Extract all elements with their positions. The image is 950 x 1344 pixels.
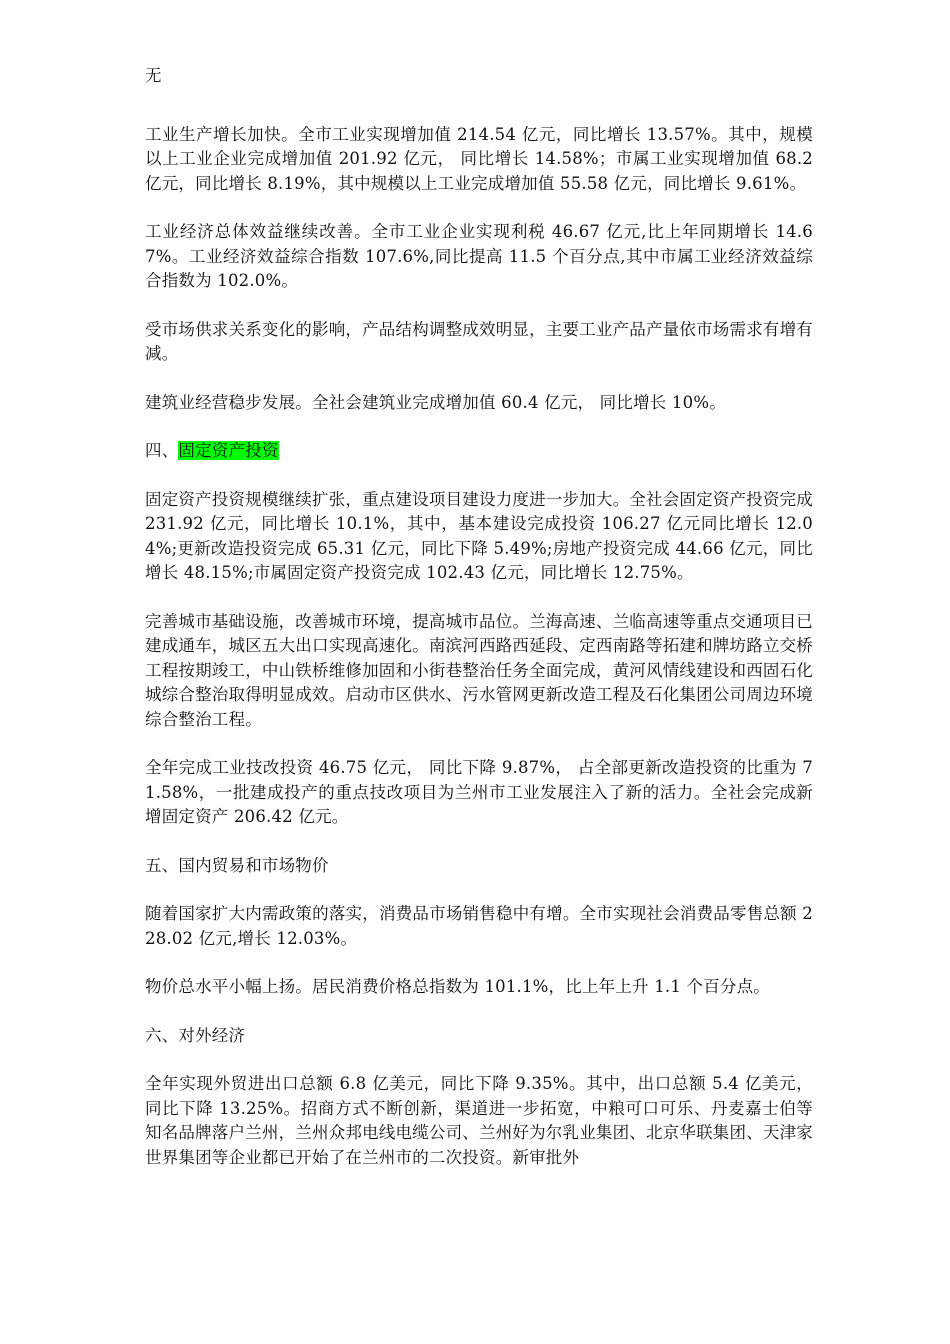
paragraph-tech-upgrade-investment: 全年完成工业技改投资 46.75 亿元， 同比下降 9.87%， 占全部更新改造投资的比重为 71.58%，一批建成投产的重点技改项目为兰州市工业发展注入了新的活力。全社会完成新增固定资产 206.42 亿元。 bbox=[145, 758, 813, 826]
paragraph-industrial-growth: 工业生产增长加快。全市工业实现增加值 214.54 亿元，同比增长 13.57%。其中，规模以上工业企业完成增加值 201.92 亿元， 同比增长 14.58%；市属工业实现增加值 68.2 亿元，同比增长 8.19%，其中规模以上工业完成增加值 55.58 亿元，同比增长 9.61%。 bbox=[145, 124, 813, 193]
page-header: 无 bbox=[145, 66, 162, 85]
paragraph-foreign-trade: 全年实现外贸进出口总额 6.8 亿美元，同比下降 9.35%。其中，出口总额 5.4 亿美元，同比下降 13.25%。招商方式不断创新，渠道进一步拓宽，中粮可口可乐、丹麦嘉士伯等知名品牌落户兰州，兰州众邦电线电缆公司、兰州好为尔乳业集团、北京华联集团、天津家世界集团等企业都已开始了在兰州市的二次投资。新审批外 bbox=[145, 1074, 813, 1167]
paragraph-construction: 建筑业经营稳步发展。全社会建筑业完成增加值 60.4 亿元， 同比增长 10%。 bbox=[145, 392, 726, 412]
section-heading-domestic-trade: 五、国内贸易和市场物价 bbox=[145, 855, 329, 875]
document-page bbox=[145, 64, 813, 1194]
paragraph-product-structure: 受市场供求关系变化的影响，产品结构调整成效明显，主要工业产品产量依市场需求有增有减。 bbox=[145, 319, 813, 363]
paragraph-fixed-asset-investment: 固定资产投资规模继续扩张，重点建设项目建设力度进一步加大。全社会固定资产投资完成 231.92 亿元，同比增长 10.1%，其中，基本建设完成投资 106.27 亿元同比增长 12.04%;更新改造投资完成 65.31 亿元，同比下降 5.49%;房地产投资完成 44.66 亿元，同比增长 48.15%;市属固定资产投资完成 102.43 亿元，同比增长 12.75%。 bbox=[145, 489, 813, 582]
section-heading-external-economy: 六、对外经济 bbox=[145, 1025, 246, 1045]
section-heading-fixed-assets bbox=[145, 439, 813, 464]
paragraph-urban-infrastructure: 完善城市基础设施，改善城市环境，提高城市品位。兰海高速、兰临高速等重点交通项目已建成通车，城区五大出口实现高速化。南滨河西路西延段、定西南路等拓建和牌坊路立交桥工程按期竣工，中山铁桥维修加固和小街巷整治任务全面完成，黄河风情线建设和西固石化城综合整治取得明显成效。启动市区供水、污水管网更新改造工程及石化集团公司周边环境综合整治工程。 bbox=[145, 611, 813, 729]
section-number: 四、 bbox=[145, 441, 179, 460]
paragraph-industrial-efficiency: 工业经济总体效益继续改善。全市工业企业实现利税 46.67 亿元,比上年同期增长 14.67%。工业经济效益综合指数 107.6%,同比提高 11.5 个百分点,其中市属工业经济效益综合指数为 102.0%。 bbox=[145, 222, 813, 290]
highlighted-section-title: 固定资产投资 bbox=[178, 441, 279, 460]
paragraph-price-level: 物价总水平小幅上扬。居民消费价格总指数为 101.1%，比上年上升 1.1 个百分点。 bbox=[145, 977, 770, 996]
paragraph-consumer-market: 随着国家扩大内需政策的落实，消费品市场销售稳中有增。全市实现社会消费品零售总额 228.02 亿元,增长 12.03%。 bbox=[145, 904, 813, 948]
